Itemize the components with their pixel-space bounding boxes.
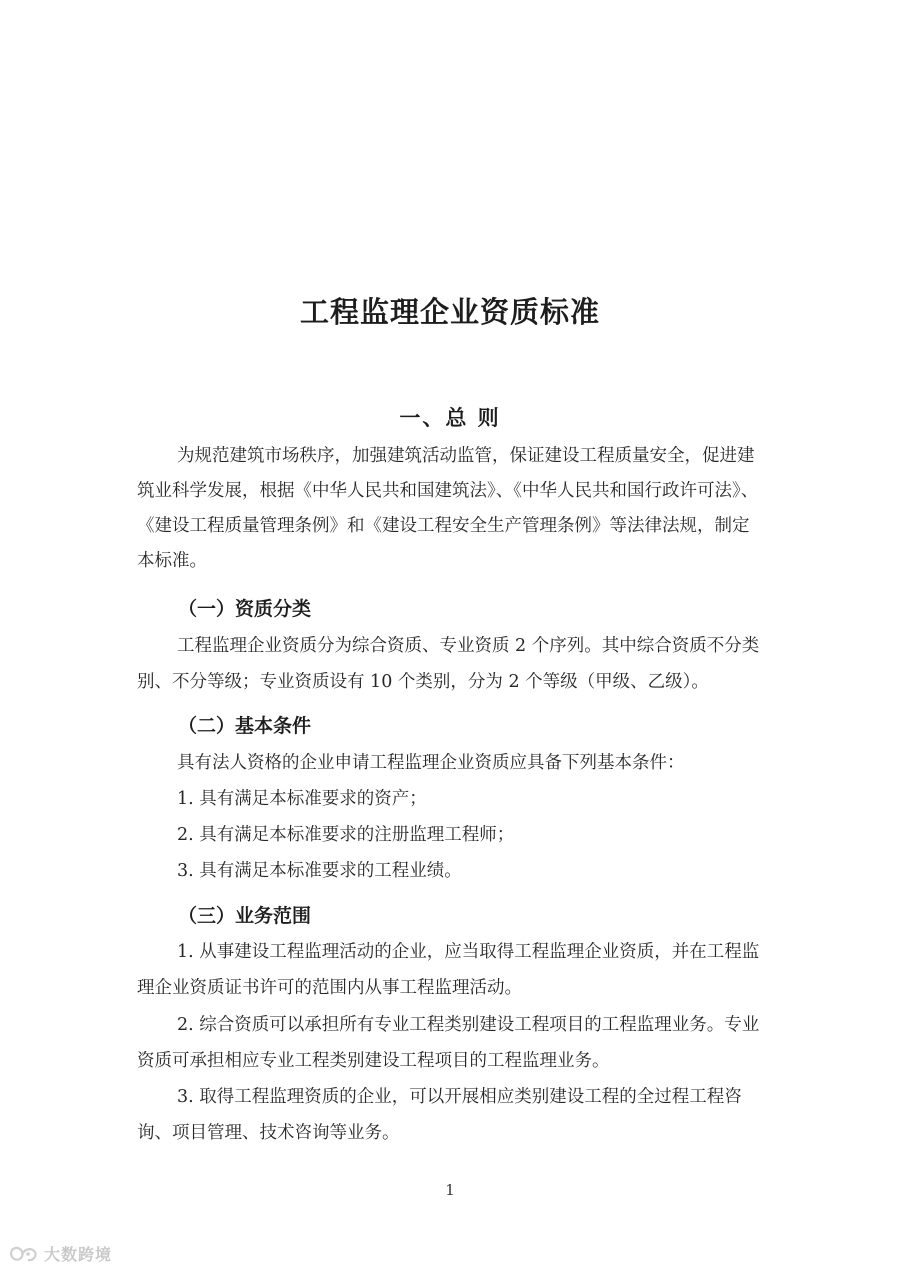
list-item: 1. 具有满足本标准要求的资产；: [177, 789, 427, 809]
intro-line: 本标准。: [137, 551, 207, 571]
list-item: 3. 具有满足本标准要求的工程业绩。: [177, 861, 462, 881]
paragraph-line: 3. 取得工程监理资质的企业，可以开展相应类别建设工程的全过程工程咨: [177, 1087, 742, 1107]
paragraph-line: 询、项目管理、技术咨询等业务。: [137, 1123, 400, 1143]
section-heading-general: 一、总 则: [399, 406, 501, 430]
watermark-text: 大数跨境: [44, 1245, 113, 1264]
intro-line: 为规范建筑市场秩序，加强建筑活动监管，保证建设工程质量安全，促进建: [177, 446, 755, 466]
document-title: 工程监理企业资质标准: [299, 295, 600, 329]
sub-heading-basic-conditions: （二）基本条件: [178, 715, 312, 737]
intro-line: 《建设工程质量管理条例》和《建设工程安全生产管理条例》等法律法规，制定: [137, 516, 750, 536]
list-item: 2. 具有满足本标准要求的注册监理工程师；: [177, 825, 515, 845]
paragraph-line: 工程监理企业资质分为综合资质、专业资质 2 个序列。其中综合资质不分类: [177, 636, 760, 656]
intro-line: 筑业科学发展，根据《中华人民共和国建筑法》、《中华人民共和国行政许可法》、: [137, 481, 759, 501]
paragraph-line: 别、不分等级；专业资质设有 10 个类别，分为 2 个等级（甲级、乙级）。: [137, 672, 709, 692]
paragraph-line: 资质可承担相应专业工程类别建设工程项目的工程监理业务。: [137, 1051, 610, 1071]
paragraph-line: 具有法人资格的企业申请工程监理企业资质应具备下列基本条件：: [177, 753, 685, 773]
watermark: [8, 1242, 112, 1265]
paragraph-line: 理企业资质证书许可的范围内从事工程监理活动。: [137, 978, 522, 998]
brand-logo-icon: [8, 1243, 38, 1265]
sub-heading-qualification-types: （一）资质分类: [178, 598, 312, 620]
paragraph-line: 2. 综合资质可以承担所有专业工程类别建设工程项目的工程监理业务。专业: [177, 1015, 760, 1035]
paragraph-line: 1. 从事建设工程监理活动的企业，应当取得工程监理企业资质，并在工程监: [177, 942, 760, 962]
sub-heading-business-scope: （三）业务范围: [178, 905, 312, 927]
page-number: 1: [445, 1181, 455, 1199]
